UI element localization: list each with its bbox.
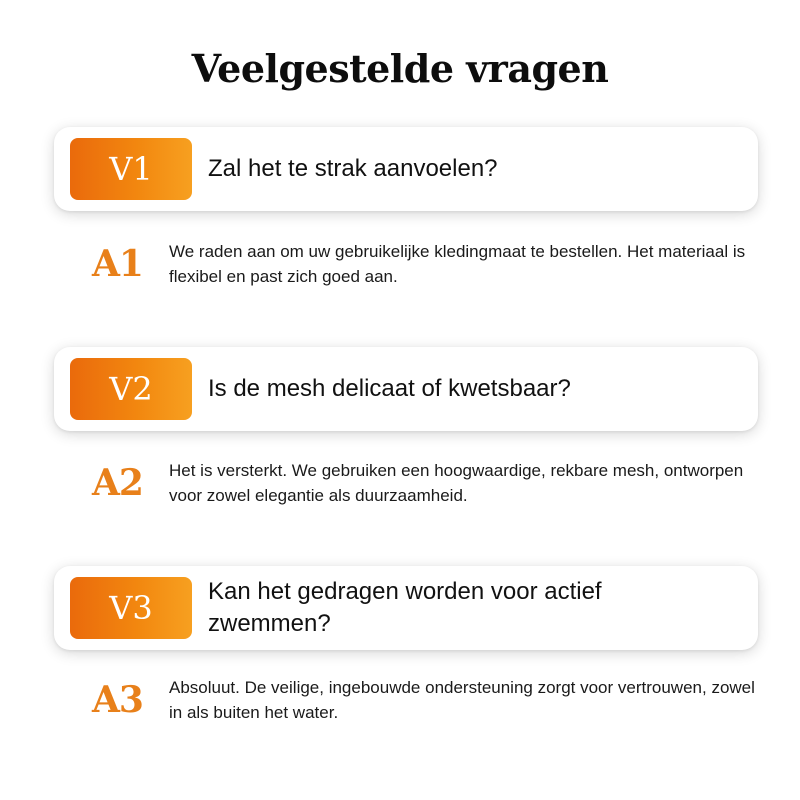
answer-text-1: We raden aan om uw gebruikelijke kledingmaat te bestellen. Het materiaal is flexibel en past zich goed aan. bbox=[169, 242, 746, 286]
question-text-2: Is de mesh delicaat of kwetsbaar? bbox=[208, 375, 571, 402]
answer-label-1: A1 bbox=[92, 243, 143, 285]
question-badge-1: V1 bbox=[70, 138, 192, 200]
question-card-1[interactable] bbox=[54, 127, 758, 211]
page-title: Veelgestelde vragen bbox=[191, 46, 609, 91]
answer-label-2: A2 bbox=[92, 462, 143, 504]
answer-row-1 bbox=[0, 229, 800, 299]
answer-row-2 bbox=[0, 448, 800, 518]
question-card-2[interactable] bbox=[54, 347, 758, 431]
question-badge-2: V2 bbox=[70, 358, 192, 420]
answer-row-3 bbox=[0, 665, 800, 735]
question-card-3[interactable] bbox=[54, 566, 758, 650]
question-text-1: Zal het te strak aanvoelen? bbox=[208, 155, 498, 182]
question-text-3: Kan het gedragen worden voor actief zwemmen? bbox=[208, 578, 602, 637]
answer-text-2: Het is versterkt. We gebruiken een hoogwaardige, rekbare mesh, ontworpen voor zowel elegantie als duurzaamheid. bbox=[169, 461, 744, 505]
answer-label-3: A3 bbox=[92, 679, 143, 721]
question-badge-3: V3 bbox=[70, 577, 192, 639]
answer-text-3: Absoluut. De veilige, ingebouwde ondersteuning zorgt voor vertrouwen, zowel in als buiten het water. bbox=[169, 678, 755, 722]
